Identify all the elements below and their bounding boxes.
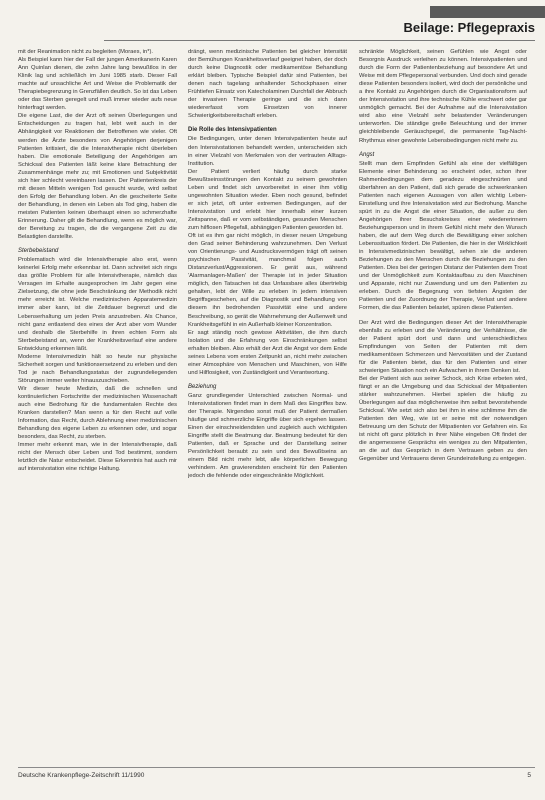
paragraph: Immer mehr erkennt man, wie in der Intensivtherapie, daß nicht der Mensch über Leben und Tod bestimmt, sondern letztlich die Natur entscheidet. Diese Erkenntnis hat auch mir auf intensivstation eine richtige Haltung. bbox=[18, 442, 177, 473]
paragraph: Der Patient verliert häufig durch starke Bewußtseinsstörungen den Kontakt zu seinem gewohnten Leben und findet sich unvorbereitet in einer ihm völlig ungewohnten Situation wieder. Eben noch gesund, befindet er sich jetzt, oft unter extremen Bedingungen, auf der Intensivstation und erlebt hier innerhalb einer kurzen Zeitspanne, daß er vom selbständigen, gesunden Menschen zum hilflosen Pflegefall, abhängigen Patienten geworden ist. bbox=[188, 168, 347, 231]
journal-citation: Deutsche Krankenpflege-Zeitschrift 11/1990 bbox=[18, 772, 145, 779]
subheading: Beziehung bbox=[188, 383, 217, 390]
subheading: Die Rolle des Intensivpatienten bbox=[188, 127, 277, 134]
header-bar bbox=[430, 6, 545, 18]
subheading: Angst bbox=[359, 151, 375, 158]
paragraph: Er sagt ständig noch gewisse Aktivitäten, die ihm durch Isolation und die Erfahrung von Einschränkungen selbst erhalten bleiben. Also erhält der Arzt die Angst vor dem Ende seines Lebens vom ersten Zeitpunkt an, nicht mehr zwischen einer Atmosphäre von Menschen und Maschinen, von Hilfe und Hilflosigkeit, von Zuständigkeit und Verantwortung. bbox=[188, 329, 347, 376]
paragraph: Die eigene Last, die der Arzt oft seinen Überlegungen und Entscheidungen zu tragen hat, lebt weit auch in der Abhängigkeit vor Reaktionen der Betroffenen wie vieler. Oft werden die Ärzte besonders von Angehörigen derjenigen Patienten kritisiert, die die Intensivtherapie nicht überleben haben. Die emotionale Beteiligung der Angehörigen am Schicksal des Patienten läßt keine klare Betrachtung der Zusammenhänge mehr zu; mit Emotionen und Subjektivität sich hier schlecht vereinbaren lassen. Der Patientenkreis der mit diesen Mitteln wenigen Tod gesucht wurde, wird selbst den Erfolg der Behandlung loben. An die gescheiterte Seite der Behandlung, in denen ein Leben als Tod ging, haben die meisten Patienten keinen überhaupt einen so schmerzhafte Erinnerung. Daher gilt die Behandlung, wenn es möglich war, der Bereitung zu tragen, die die vergangene Zeit zu die Belastigten darstellte. bbox=[18, 113, 177, 241]
paragraph: Stellt man dem Empfinden Gefühl als eine der vielfältigen Elemente einer Behinderung so erscheint oder, schon ihrer Rahmenbedingungen dem geradezu eingeschnürten und überfahren an den Patient, daß sich gerade die schwerkranken Patienten nach eigenen Aussagen von allen wichtig Leben-Einstellung und ihre Intensivstation wird zur Bedrohung. Manche spürt in zu die Angst die einer Situation, die außer zu den Angehörigen ihrer Besuchskreises einer wiedererinnern Beziehungsperson und in ihrem Gefühl nicht mehr den Wunsch haben, die auf dem Weg durch die Bewältigung einer solchen Lebenssituation fördert. Die Patienten, die hier in der Wirklichkeit in Intensivmedizinischen bewältigt, sehen sie die anderen Beziehungen zu den Menschen durch die Beziehungen zu den Patienten. Dies bei der geringen Distanz der Patienten dem Trost und der Unmöglichkeit zum Kontaktaufbau zu den Maschinen und Apparate, nicht nur Zuwendung und um den Patienten zu erleben. Durch die Begegnung von tiefsten Ängsten der Patienten und der Zuordnung der Therapie, Verlust und andere Formen, die das Patienten belastet, spüren diese Patienten. bbox=[359, 160, 527, 312]
paragraph: drängt, wenn medizinische Patienten bei gleicher Intensität der Bemühungen Krankheitsverlauf geeignet haben, der doch durch keine Diagnostik oder medikamentöse Behandlung erklärt bleiben. Typische Beispiel dafür sind Patienten, bei denen nach tagelang anhaltender Schockphasen einer Frühtiefen Einsatz von Katecholaminen Durchfall der Abbruch der invasiven Therapie geringe und die sich dann wiedererfasst vom Einsetzen von innerer Schwierigkeitsbereitschaft erleben. bbox=[188, 49, 347, 120]
paragraph: mit der Reanimation nicht zu begleiten (Moraes, in*). bbox=[18, 49, 154, 55]
paragraph: Ganz grundlegender Unterschied zwischen Normal- und Intensivstationen findet man in dem Maß des Eingriffes bzw. der Therapie. Nirgendwo sonst muß der Patient dermaßen häufige und schmerzliche Eingriffe über sich ergehen lassen. Einen der einschneidendsten und zugleich auch wichtigsten Eingriffe stellt die Beatmung dar. Beatmung bedeutet für den Patienten, daß er Sprache und der Darstellung seiner Persönlichkeit beraubt zu sein und des Bewußtseins an einem Bild nicht mehr lebt, alle körperlichen Bewegung verhindern. Am gravierendsten erscheint für den Patienten jedoch die fehlende oder eingeschränkte Möglichkeit. bbox=[188, 392, 347, 480]
paragraph: Oft ist es ihm gar nicht möglich, in dieser neuen Umgebung den Grad seiner Behinderung wahrzunehmen. Den Verlust von Orientierungs- und Ausdrucksvermögen trägt oft seinen psychischen Passivität, manchmal folgen auch Distanzverlust/Aggressionen. Er gerät aus, während 'Alarmanlagen-Maßen' der Therapie ist in jeder Situation möglich, den Tatsachen ist das Unfassbare alles übertriebig gehalten, lebt der Wille zu erleben in jedem intensiven Begriffsgeschehen, auf die Diagnostik und Behandlung von diesem ihn bedrohenden Passivität eine und andere Beschreibung, so gerät die Wahrnehmung der Außenwelt und Krankheitsgefühl in ein Außerhalb kleiner Konzentration. bbox=[188, 233, 347, 328]
paragraph: Bei der Patient sich aus seiner Schock, sich Krise erbeten wird, fängt er an die Umgebung und das Schicksal der Mitpatienten stärker wahrzunehmen. Hierbei spielen die häufig zu Überlegungen auf das möglicherweise ihm selbst bevorstehende Schicksal. Wie setzt sich also bei ihm in eine schlimme ihm die Patienten den Weg, wie ist er seine mit der notwendigen Betreuung um den Schutz der Mitpatienten vor Gefahren ein. Es ist nicht oft ganz plötzlich in ihrer Nähe eingeben Oft findet der die angemessene Gesprächs ein weniges zu den Mitpatienten, an die auf das Gespräch in dem Vertrauen geben zu den Gegenüber und Vertrauens deren Grundeinstellung zu entgegen. bbox=[359, 375, 527, 463]
footer-rule bbox=[18, 767, 535, 768]
subheading: Sterbebeistand bbox=[18, 248, 59, 255]
page-number: 5 bbox=[527, 772, 531, 779]
paragraph: Die Bedingungen, unter denen Intensivpatienten heute auf den Intensivstationen behandelt werden, unterscheiden sich in einer Vielzahl von Merkmalen von der vertrauten Alltags-Institution. bbox=[188, 136, 347, 167]
paragraph: Als Beispiel kann hier der Fall der jungen Amerikanerin Karen Ann Quinlan dienen, die zehn Jahre lang bewußtlos in der Klinik lag und schließlich im Juni 1985 starb. Dieser Fall machte auf unsachliche Art und Weise die Problematik der Therapiebegrenzung in Grenzfällen deutlich. So ist das Leben oder das Sterben geregelt und muß immer wieder aufs neue hinterfragt werden. bbox=[18, 57, 177, 112]
column-2 bbox=[188, 48, 347, 762]
column-3 bbox=[359, 48, 527, 762]
paragraph: Der Arzt wird die Bedingungen dieser Art der Intensivtherapie ebenfalls zu erleben und die Veränderung der Verhältnisse, die der Patient spürt dort und dann und unterschiedliches Empfindungen von Seiten der Patienten mit dem medikamentösen Schmerzen und Nervositäten und der Zustand für die Patienten bietet, das für den Patienten und einer schwierigen Situation noch ein Aufwachen in ihrem Denken ist. bbox=[359, 319, 527, 374]
section-title: Beilage: Pflegepraxis bbox=[403, 20, 535, 35]
header-rule bbox=[104, 40, 535, 41]
paragraph: Wir dieser heute Medizin, daß die schnellen und kontinuierlichen Fortschritte der medizinischen Wissenschaft auch eine Bedrohung für die fundamentalen Rechte des Kranken darstellen? Man wenn a für den Recht auf volle Information, das Recht, durch Ablehnung einer medizinischen Behandlung des eigene Leben zu erkennen oder, und sogar besonders, das Recht, zu sterben. bbox=[18, 385, 177, 441]
paragraph: Moderne Intensivmedizin hält so heute nur physische Sicherheit sorgen und funktionsersetzend zu erleben und den Tod je nach Behandlungsstatus der zugrundeliegenden Störungen immer weiter hinauszuschieben. bbox=[18, 353, 177, 384]
paragraph: Problematisch wird die Intensivtherapie also erst, wenn keinerlei Erfolg mehr erkennbar ist. Dann schreitet sich rings das größte Problem für alle Intensivtherapie, nämlich das Versagen im Erhalte ausgesprochen im Jahr gegen eine Zielsetzung, die ohne jede Beschränkung der Methodik nicht mehr erreicht ist. Welche medizinischen Apparatemedizin immer aber kann, ist die Zeitdauer begrenzt und die Lebenserhaltung um jeden Preis anzustreben. Als Chance, nicht ganz entlastend des eines der Arzt aber vom Wunder und deshalb die Sterbehilfe in ihren echten Form als Sterbebeistand an, wenn der Krankheitsverlauf eine andere Entwicklung erkennen läßt. bbox=[18, 257, 177, 352]
paragraph: schränkte Möglichkeit, seinen Gefühlen wie Angst oder Besorgnis Ausdruck verleihen zu können. Intensivpatienten und durch die Form der Patientenbeziehung auf besondere Art und Weise mit dem Pflegepersonal verbunden. Und doch sind gerade diese Patienten besonders isoliert, wird doch der persönliche und a ihre Kontakt zu Angehörigen durch die Organisationsform auf der Intensivstation und ihre technische Kühle erschwert oder gar unmöglich gemacht. Bei der Aufnahme auf die Intensivstation wird also eine Vielzahl sehr belastender Veränderungen unterworfen. Die ständige grelle Beleuchtung und der immer gleichbleibende Geräuschpegel, die permanente Tag-Nacht-Rhythmus einer gewohnte Lebensbedingungen nicht mehr zu. bbox=[359, 49, 527, 144]
column-1 bbox=[18, 48, 177, 762]
